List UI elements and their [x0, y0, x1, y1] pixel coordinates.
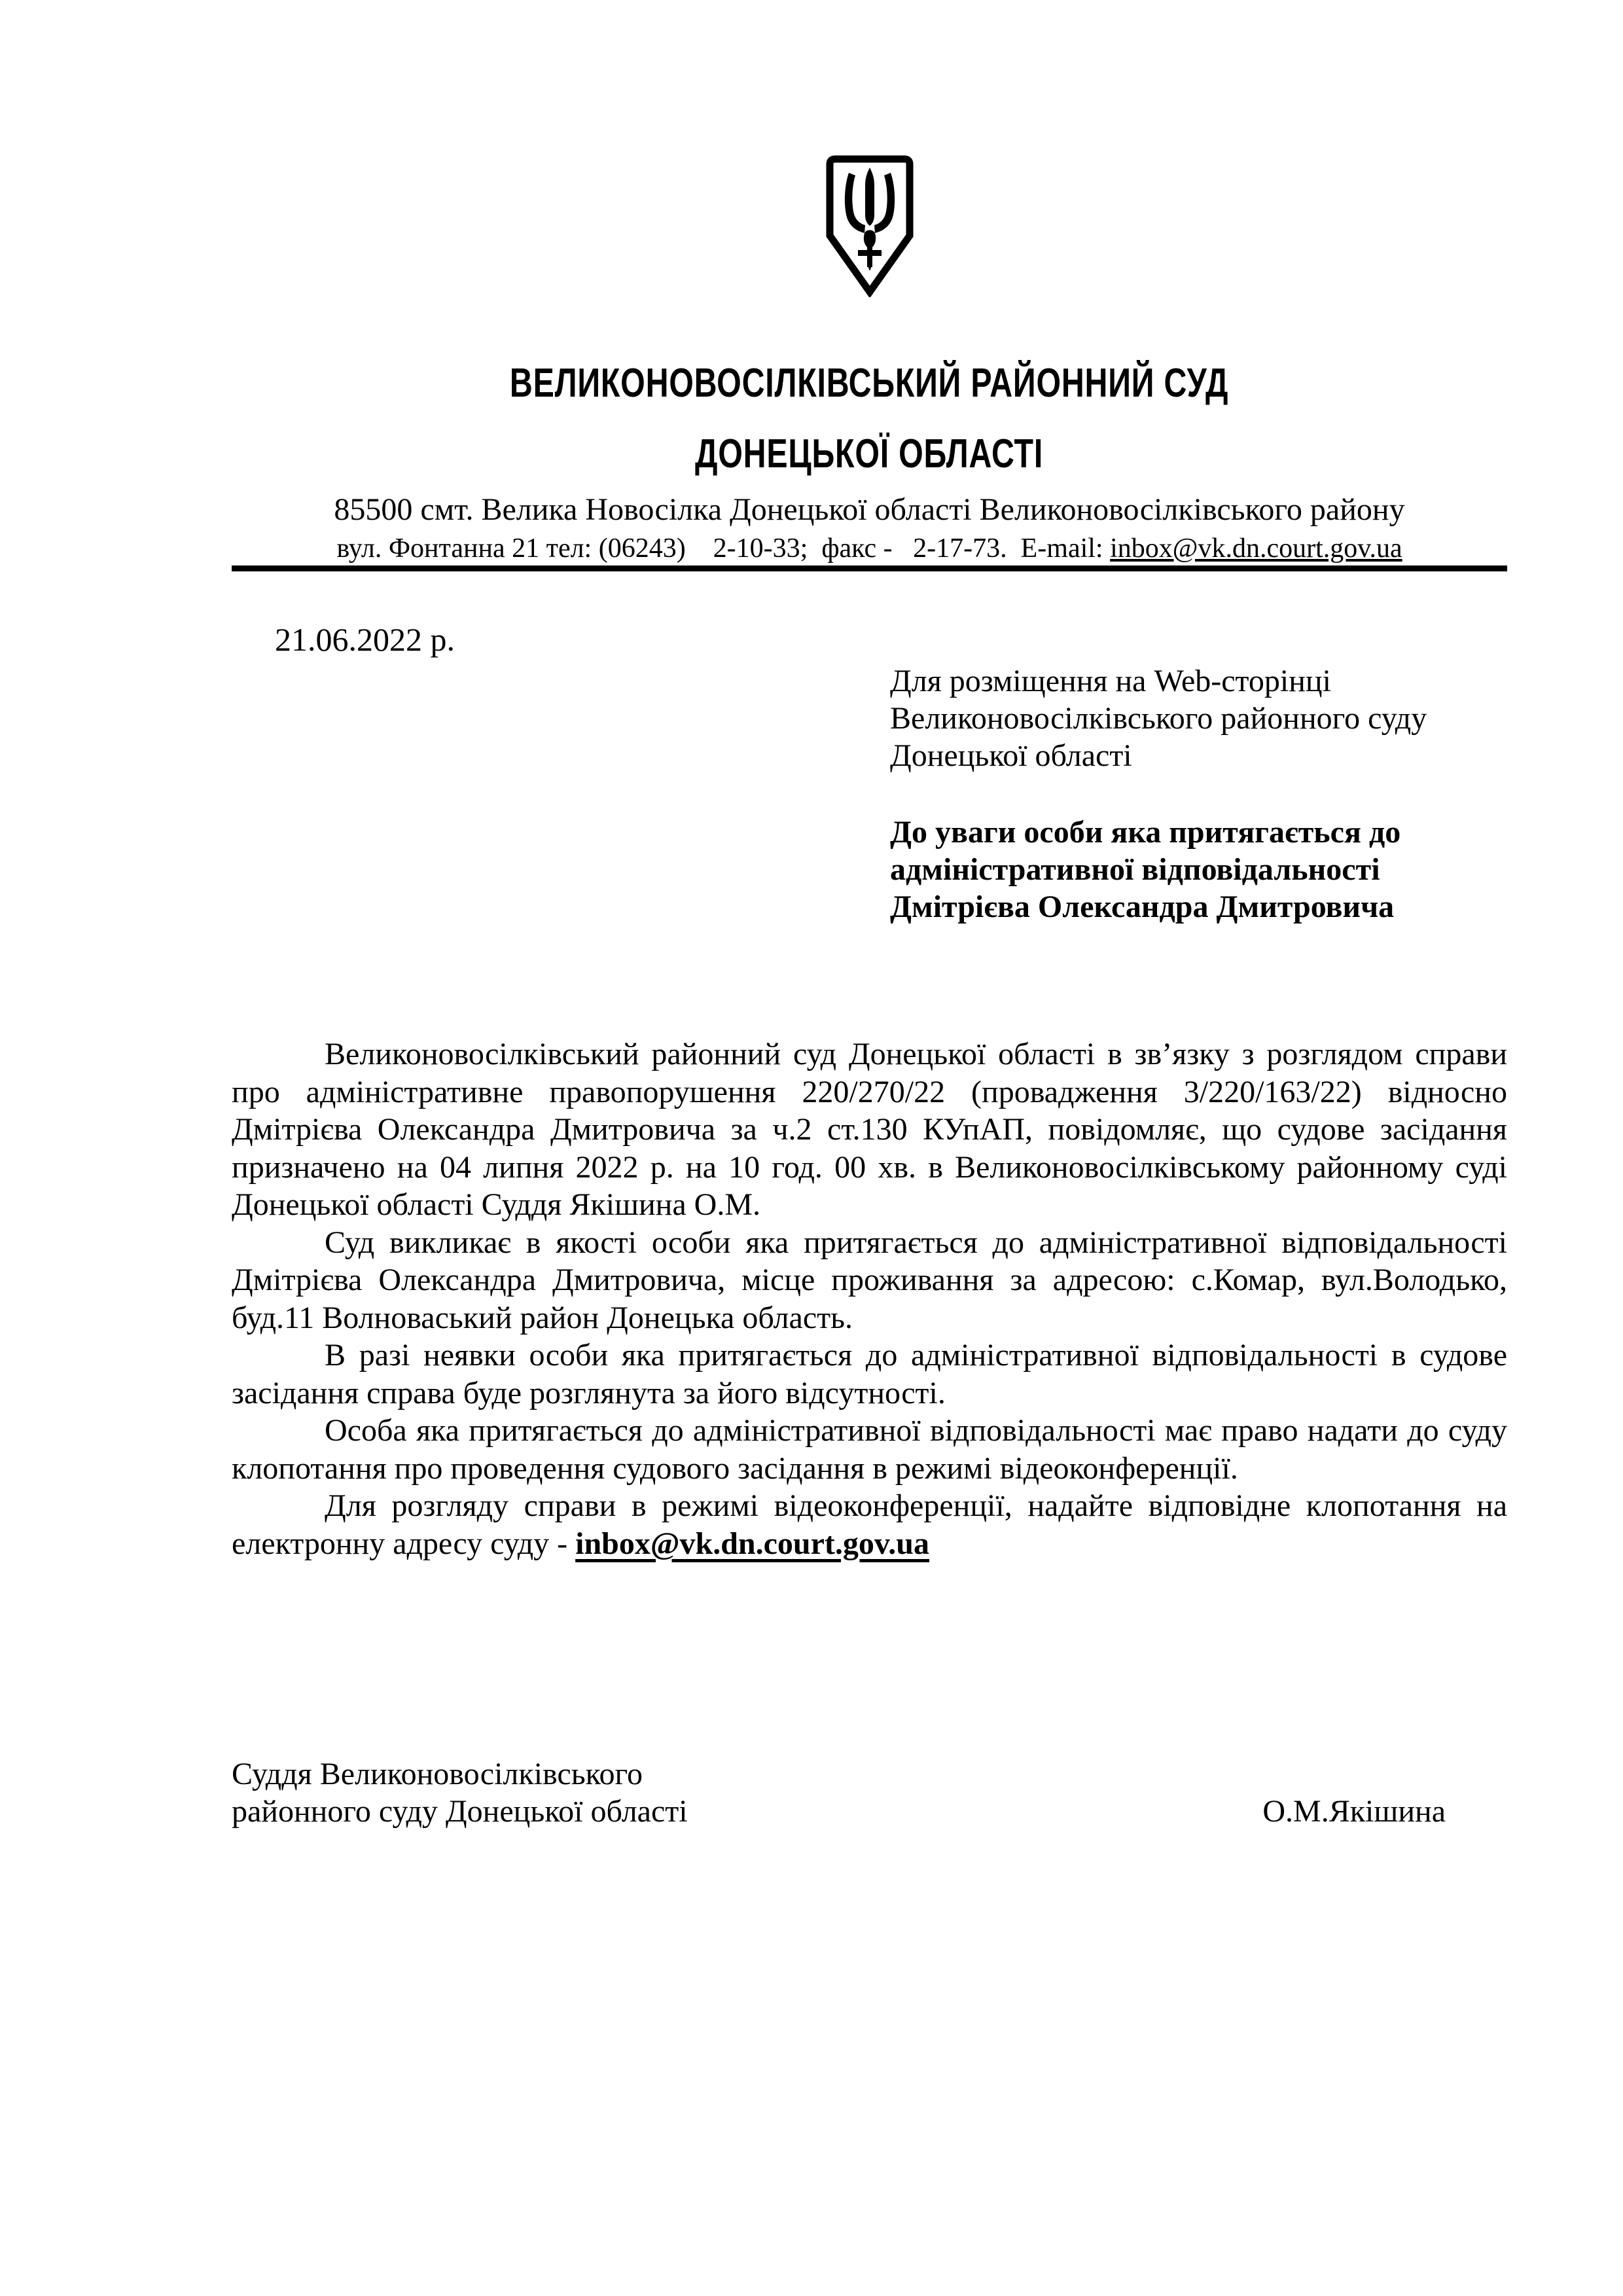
- recipient-purpose: [890, 662, 1512, 774]
- signer-title: [232, 1755, 688, 1830]
- court-phone-fax: вул. Фонтанна 21 тел: (06243) 2-10-33; факс - 2-17-73. E-mail:: [336, 533, 1111, 564]
- court-name-line1: ВЕЛИКОНОВОСІЛКІВСЬКИЙ РАЙОННИЙ СУД: [510, 361, 1229, 406]
- videoconference-request-text: Для розгляду справи в режимі відеоконференції, надайте відповідне клопотання на електронну адресу суду -: [232, 1488, 1507, 1561]
- paragraph-absence-warning: В разі неявки особи яка притягається до адміністративної відповідальності в судове засідання справа буде розглянута за його відсутності.: [232, 1338, 1507, 1410]
- signature-block: [232, 1755, 1446, 1830]
- signer-title-line1: Суддя Великоновосілківського: [232, 1757, 643, 1791]
- attention-line: адміністративної відповідальності: [890, 852, 1380, 887]
- attention-block: [890, 814, 1512, 925]
- paragraph-videoconference-right: Особа яка притягається до адміністративної відповідальності має право надати до суду клопотання про проведення судового засідання в режимі відеоконференції.: [232, 1413, 1507, 1486]
- court-contact-line: [232, 533, 1507, 564]
- letterhead: [232, 154, 1507, 571]
- recipient-line: Для розміщення на Web-сторінці: [890, 664, 1331, 698]
- court-email: inbox@vk.dn.court.gov.ua: [575, 1526, 929, 1561]
- recipient-line: Донецької області: [890, 738, 1132, 773]
- ukraine-trident-emblem-icon: [825, 154, 914, 297]
- paragraph-case-info: Великоновосілківський районний суд Донецької області в зв’язку з розглядом справи про адміністративне правопорушення 220/270/22 (провадження 3/220/163/22) відносно Дмітрієва Олександра Дмитровича за ч.2 ст.130 КУпАП, повідомляє, що судове засідання призначено на 04 липня 2022 р. на 10 год. 00 хв. в Великоновосілківському районному суді Донецької області Суддя Якішина О.М.: [232, 1037, 1507, 1222]
- court-postal-address: 85500 смт. Велика Новосілка Донецької області Великоновосілківського району: [334, 492, 1405, 527]
- attention-line: До уваги особи яка притягається до: [890, 815, 1401, 850]
- recipient-line: Великоновосілківського районного суду: [890, 701, 1427, 736]
- court-name-line2: ДОНЕЦЬКОЇ ОБЛАСТІ: [695, 431, 1044, 476]
- paragraph-summons: Суд викликає в якості особи яка притягається до адміністративної відповідальності Дмітрієва Олександра Дмитровича, місце проживання за адресою: с.Комар, вул.Володько, буд.11 Волноваський район Донецька область.: [232, 1225, 1507, 1335]
- letter-date: 21.06.2022 р.: [275, 621, 455, 658]
- court-name-title: [232, 348, 1507, 490]
- signer-name: О.М.Якішина: [1262, 1794, 1446, 1829]
- attention-line: Дмітрієва Олександра Дмитровича: [890, 889, 1395, 924]
- letter-body: [232, 1035, 1507, 1562]
- letterhead-divider: [232, 565, 1507, 571]
- court-email: inbox@vk.dn.court.gov.ua: [1110, 533, 1402, 564]
- paragraph-videoconference-request: [232, 1487, 1507, 1562]
- signer-title-line2: районного суду Донецької області: [232, 1794, 688, 1829]
- recipient-block: [890, 662, 1512, 925]
